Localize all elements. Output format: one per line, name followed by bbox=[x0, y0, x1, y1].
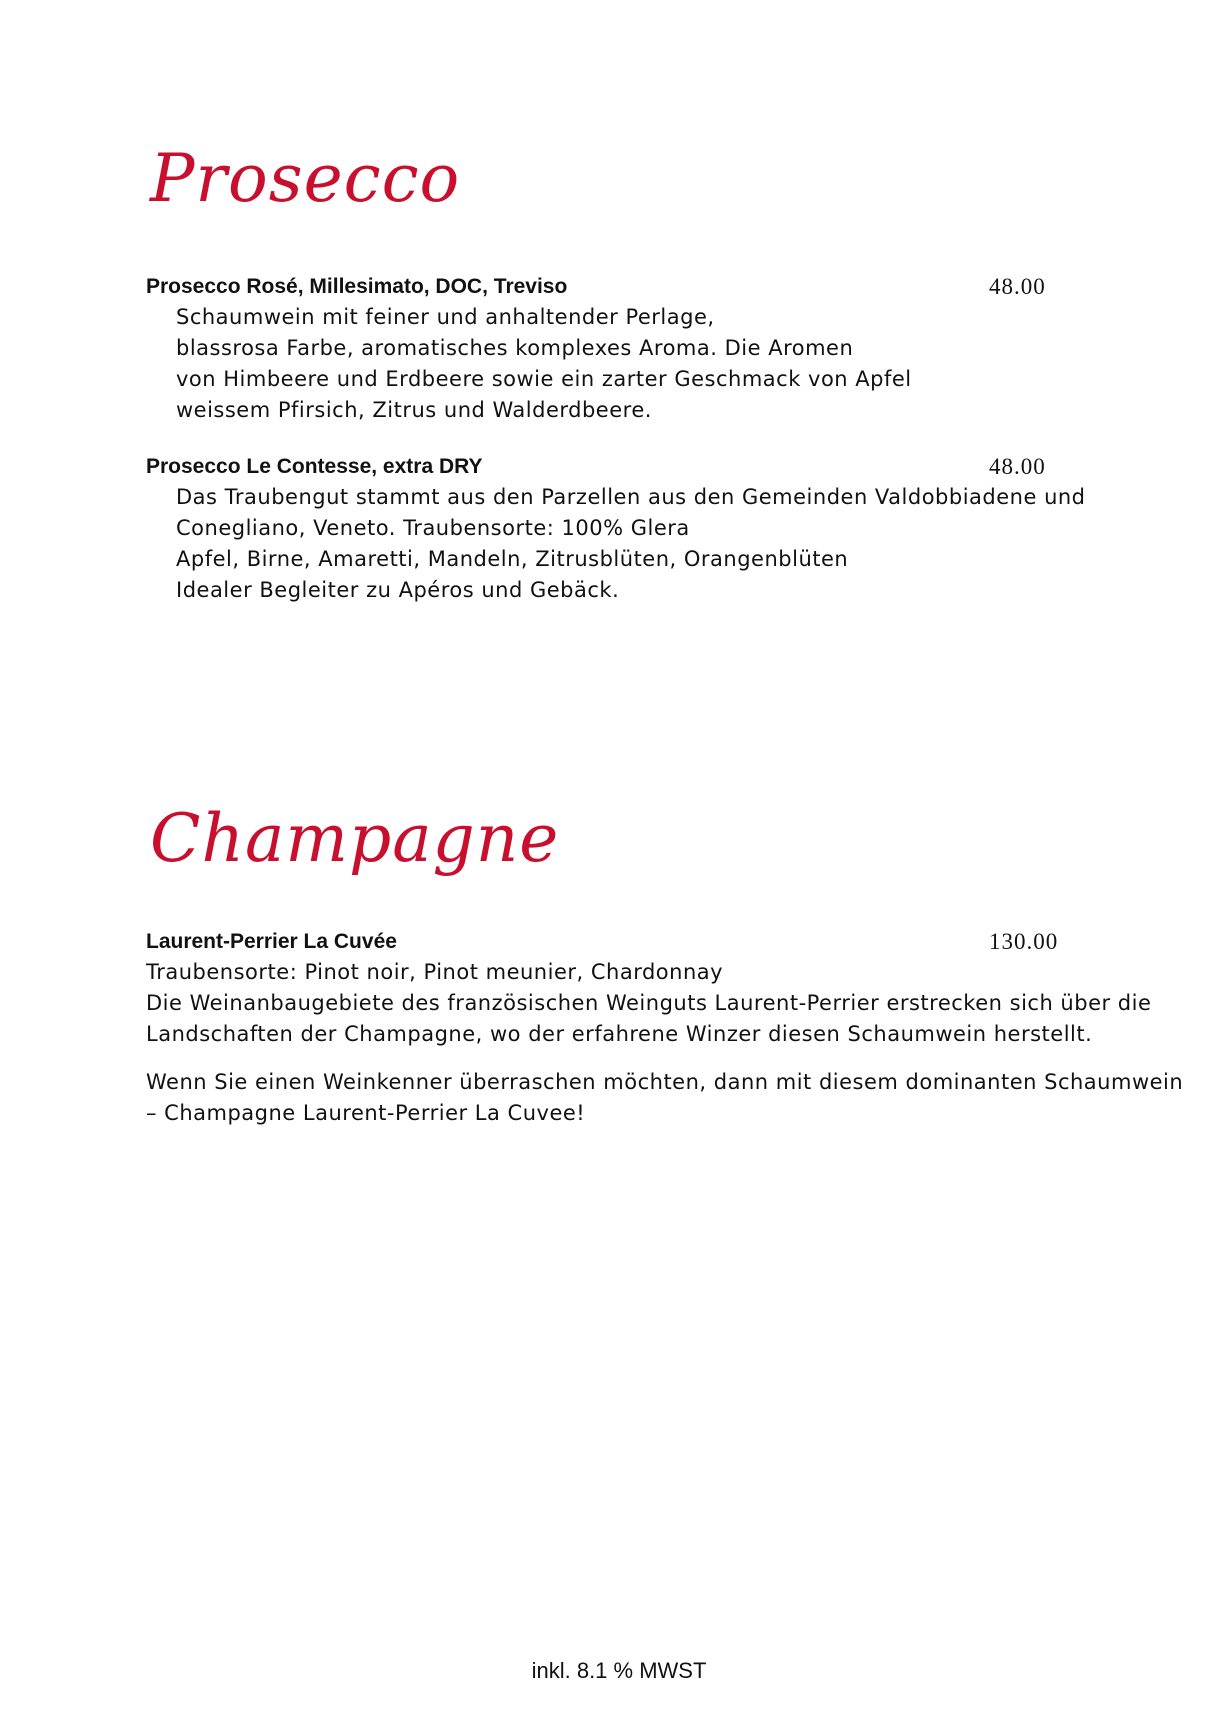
wine-name: Prosecco Le Contesse, extra DRY bbox=[146, 455, 483, 478]
section-heading-champagne: Champagne bbox=[150, 800, 560, 877]
description-line: Idealer Begleiter zu Apéros und Gebäck. bbox=[176, 578, 620, 602]
description-line: Traubensorte: Pinot noir, Pinot meunier, Chardonnay bbox=[146, 960, 724, 984]
description-line: Apfel, Birne, Amaretti, Mandeln, Zitrusblüten, Orangenblüten bbox=[176, 547, 849, 571]
description-line: Landschaften der Champagne, wo der erfahrene Winzer diesen Schaumwein herstellt. bbox=[146, 1022, 1093, 1046]
wine-description bbox=[146, 482, 1186, 606]
description-note-line: Wenn Sie einen Weinkenner überraschen möchten, dann mit diesem dominanten Schaumwein bbox=[146, 1070, 1184, 1094]
description-note-line: – Champagne Laurent-Perrier La Cuvee! bbox=[146, 1101, 586, 1125]
description-line: Die Weinanbaugebiete des französischen Weinguts Laurent-Perrier erstrecken sich über die bbox=[146, 991, 1152, 1015]
description-line: blassrosa Farbe, aromatisches komplexes Aroma. Die Aromen bbox=[176, 336, 854, 360]
vat-note: inkl. 8.1 % MWST bbox=[531, 1658, 707, 1683]
wine-name: Laurent-Perrier La Cuvée bbox=[146, 930, 397, 953]
wine-price: 48.00 bbox=[989, 454, 1046, 479]
description-line: Das Traubengut stammt aus den Parzellen aus den Gemeinden Valdobbiadene und bbox=[176, 485, 1086, 509]
wine-item bbox=[146, 451, 1186, 606]
section-heading-prosecco: Prosecco bbox=[150, 140, 461, 217]
wine-description bbox=[146, 957, 1186, 1129]
description-line: weissem Pfirsich, Zitrus und Walderdbeere. bbox=[176, 398, 652, 422]
paragraph-gap bbox=[146, 1050, 1186, 1067]
wine-price: 130.00 bbox=[989, 929, 1059, 954]
wine-item bbox=[146, 271, 1186, 426]
wine-price: 48.00 bbox=[989, 274, 1046, 299]
wine-name: Prosecco Rosé, Millesimato, DOC, Treviso bbox=[146, 275, 568, 298]
description-line: von Himbeere und Erdbeere sowie ein zarter Geschmack von Apfel bbox=[176, 367, 912, 391]
description-line: Schaumwein mit feiner und anhaltender Perlage, bbox=[176, 305, 715, 329]
wine-description bbox=[146, 302, 1186, 426]
wine-item bbox=[146, 926, 1186, 1129]
description-line: Conegliano, Veneto. Traubensorte: 100% Glera bbox=[176, 516, 690, 540]
